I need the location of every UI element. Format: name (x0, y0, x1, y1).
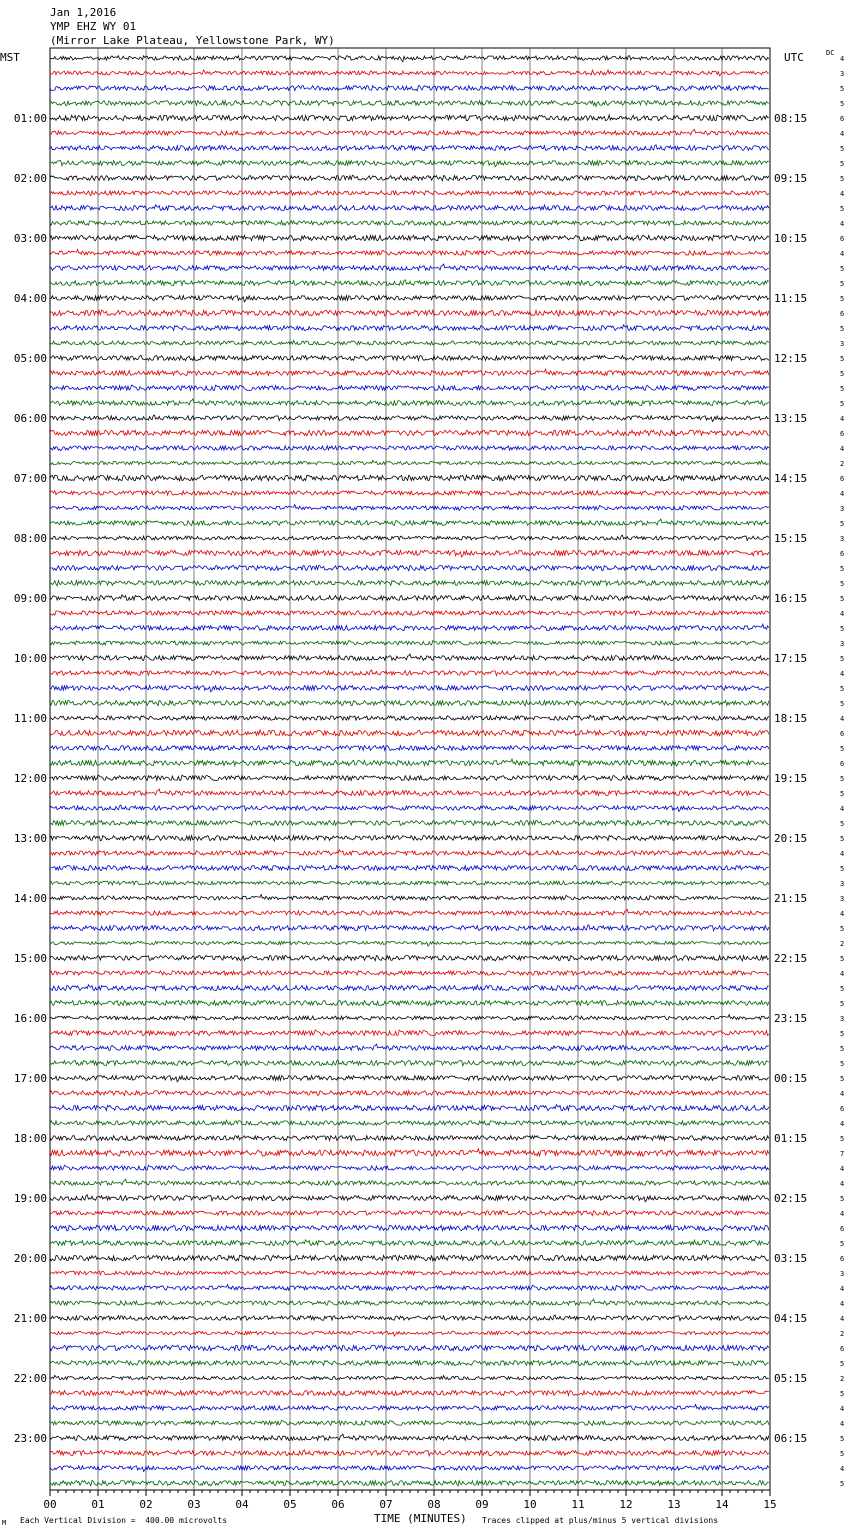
seismic-trace (50, 1240, 769, 1246)
dc-offset-label: 3 (840, 70, 845, 78)
utc-hour-label: 08:15 (774, 112, 808, 125)
utc-hour-label: 21:15 (774, 892, 808, 905)
dc-offset-label: 3 (840, 1270, 845, 1278)
dc-offset-label: 6 (840, 550, 845, 558)
dc-offset-label: 5 (840, 580, 845, 588)
mst-hour-label: 02:00 (13, 172, 47, 185)
dc-offset-label: 5 (840, 145, 845, 153)
seismic-trace (50, 550, 769, 557)
dc-offset-label: 4 (840, 1315, 845, 1323)
dc-offset-label: 5 (840, 955, 845, 963)
seismic-trace (50, 1481, 769, 1486)
dc-offset-label: 5 (840, 1000, 845, 1008)
utc-hour-label: 16:15 (774, 592, 808, 605)
x-tick-label: 01 (91, 1498, 105, 1511)
seismic-trace (50, 1120, 769, 1125)
dc-offset-label: 5 (840, 565, 845, 573)
utc-hour-label: 00:15 (774, 1072, 808, 1085)
seismic-trace (50, 730, 769, 736)
dc-offset-label: 4 (840, 805, 845, 813)
dc-offset-label: 5 (840, 865, 845, 873)
dc-offset-label: 5 (840, 160, 845, 168)
dc-offset-label: 5 (840, 400, 845, 408)
seismic-trace (50, 1331, 769, 1336)
dc-offset-label: 3 (840, 640, 845, 648)
dc-offset-label: 6 (840, 235, 845, 243)
utc-hour-labels (774, 112, 807, 1445)
seismic-trace (50, 1404, 769, 1410)
dc-offset-header: DC (826, 49, 835, 57)
seismic-trace (50, 1271, 769, 1275)
dc-offset-label: 6 (840, 475, 845, 483)
seismic-trace (50, 385, 769, 391)
x-tick-label: 11 (571, 1498, 585, 1511)
dc-offset-label: 5 (840, 100, 845, 108)
utc-hour-label: 04:15 (774, 1312, 808, 1325)
seismic-trace (50, 1361, 769, 1366)
corner-mark: M (2, 1519, 7, 1527)
dc-offset-label: 5 (840, 1435, 845, 1443)
dc-offset-label: 4 (840, 970, 845, 978)
dc-offset-label: 4 (840, 490, 845, 498)
seismic-trace (50, 1105, 769, 1111)
dc-offset-label: 4 (840, 1090, 845, 1098)
x-tick-label: 00 (43, 1498, 57, 1511)
dc-offset-label: 3 (840, 535, 845, 543)
dc-offset-label: 5 (840, 295, 845, 303)
x-tick-label: 07 (379, 1498, 393, 1511)
dc-offset-label: 5 (840, 820, 845, 828)
station-location: (Mirror Lake Plateau, Yellowstone Park, WY) (50, 34, 335, 47)
seismic-trace (50, 985, 769, 991)
dc-offset-label: 5 (840, 685, 845, 693)
x-axis-title: TIME (MINUTES) (374, 1512, 467, 1525)
x-tick-label: 12 (619, 1498, 633, 1511)
seismic-trace (50, 1060, 769, 1066)
dc-offset-label: 4 (840, 1120, 845, 1128)
dc-offset-label: 5 (840, 625, 845, 633)
mst-hour-label: 13:00 (13, 832, 47, 845)
seismic-trace (50, 475, 769, 481)
seismic-trace (50, 161, 769, 167)
seismic-trace (50, 101, 769, 107)
dc-offset-label: 4 (840, 610, 845, 618)
seismic-trace (50, 715, 769, 720)
x-tick-label: 09 (475, 1498, 489, 1511)
dc-offset-label: 5 (840, 925, 845, 933)
seismic-trace (50, 296, 769, 302)
dc-offset-label: 5 (840, 1450, 845, 1458)
dc-offset-label: 5 (840, 520, 845, 528)
utc-hour-label: 15:15 (774, 532, 808, 545)
dc-offset-label: 4 (840, 670, 845, 678)
dc-offset-label: 5 (840, 85, 845, 93)
seismic-trace (50, 866, 769, 871)
dc-offset-label: 3 (840, 340, 845, 348)
seismic-trace (50, 1345, 769, 1351)
dc-offset-label: 4 (840, 910, 845, 918)
seismic-trace (50, 221, 769, 226)
seismic-trace (50, 1420, 769, 1425)
utc-hour-label: 23:15 (774, 1012, 808, 1025)
utc-hour-label: 09:15 (774, 172, 808, 185)
seismic-trace (50, 654, 769, 660)
utc-hour-label: 18:15 (774, 712, 808, 725)
dc-offset-label: 5 (840, 595, 845, 603)
seismic-trace (50, 895, 769, 901)
seismic-trace (50, 1015, 769, 1020)
seismic-trace (50, 535, 769, 540)
x-tick-label: 15 (763, 1498, 777, 1511)
seismic-trace (50, 565, 769, 571)
seismic-traces (50, 56, 769, 1486)
dc-offset-label: 4 (840, 1465, 845, 1473)
station-id: YMP EHZ WY 01 (50, 20, 137, 33)
utc-hour-label: 17:15 (774, 652, 808, 665)
seismic-trace (50, 1434, 769, 1440)
seismic-trace (50, 955, 769, 961)
seismic-trace (50, 446, 769, 451)
dc-offset-label: 5 (840, 265, 845, 273)
seismic-trace (50, 264, 769, 270)
x-tick-label: 10 (523, 1498, 537, 1511)
x-tick-label: 03 (187, 1498, 201, 1511)
dc-offset-label: 5 (840, 1360, 845, 1368)
seismic-trace (50, 789, 769, 795)
dc-offset-label: 5 (840, 1030, 845, 1038)
dc-offset-label: 4 (840, 1405, 845, 1413)
seismic-trace (50, 686, 769, 692)
mst-hour-label: 19:00 (13, 1192, 47, 1205)
seismic-trace (50, 1315, 769, 1321)
seismic-trace (50, 369, 769, 376)
utc-hour-label: 12:15 (774, 352, 808, 365)
seismic-trace (50, 175, 769, 181)
seismic-trace (50, 1001, 769, 1006)
dc-offset-label: 4 (840, 715, 845, 723)
seismic-trace (50, 624, 769, 630)
seismic-trace (50, 70, 769, 76)
utc-hour-label: 11:15 (774, 292, 808, 305)
seismic-trace (50, 700, 769, 706)
dc-offset-label: 4 (840, 190, 845, 198)
x-tick-label: 08 (427, 1498, 441, 1511)
utc-hour-label: 22:15 (774, 952, 808, 965)
seismic-trace (50, 641, 769, 646)
dc-offset-label: 6 (840, 1105, 845, 1113)
seismic-trace (50, 145, 769, 151)
seismic-trace (50, 415, 769, 422)
dc-offset-label: 6 (840, 1255, 845, 1263)
dc-offset-label: 4 (840, 250, 845, 258)
x-tick-label: 13 (667, 1498, 681, 1511)
mst-hour-label: 10:00 (13, 652, 47, 665)
seismic-trace (50, 925, 769, 931)
dc-offset-label: 5 (840, 1390, 845, 1398)
mst-hour-label: 22:00 (13, 1372, 47, 1385)
dc-offset-label: 5 (840, 370, 845, 378)
dc-offset-label: 4 (840, 130, 845, 138)
seismic-trace (50, 399, 769, 405)
dc-offset-label: 5 (840, 1045, 845, 1053)
seismic-trace (50, 519, 769, 526)
dc-offset-label: 6 (840, 730, 845, 738)
utc-hour-label: 20:15 (774, 832, 808, 845)
mst-hour-label: 11:00 (13, 712, 47, 725)
seismic-trace (50, 115, 769, 121)
mst-hour-label: 17:00 (13, 1072, 47, 1085)
dc-offset-label: 6 (840, 1345, 845, 1353)
x-tick-label: 05 (283, 1498, 297, 1511)
dc-offset-label: 5 (840, 325, 845, 333)
dc-offset-label: 4 (840, 1210, 845, 1218)
dc-offset-label: 3 (840, 1015, 845, 1023)
seismic-trace (50, 1391, 769, 1396)
seismic-trace (50, 491, 769, 495)
mst-hour-label: 15:00 (13, 952, 47, 965)
mst-hour-label: 16:00 (13, 1012, 47, 1025)
dc-offset-label: 4 (840, 1285, 845, 1293)
seismic-trace (50, 971, 769, 975)
seismic-trace (50, 1375, 769, 1380)
mst-hour-label: 07:00 (13, 472, 47, 485)
dc-offset-label: 5 (840, 280, 845, 288)
dc-offset-label: 5 (840, 1195, 845, 1203)
seismic-trace (50, 325, 769, 331)
seismic-trace (50, 1075, 769, 1082)
seismic-trace (50, 805, 769, 812)
dc-offset-label: 3 (840, 895, 845, 903)
dc-offset-label: 2 (840, 460, 845, 468)
dc-offset-label: 4 (840, 220, 845, 228)
dc-offset-label: 5 (840, 1135, 845, 1143)
seismic-trace (50, 881, 769, 885)
seismic-trace (50, 356, 769, 361)
right-timezone-label: UTC (784, 51, 804, 64)
seismic-trace (50, 460, 769, 465)
vertical-division-note: Each Vertical Division = 400.00 microvolts (20, 1516, 228, 1525)
seismic-trace (50, 941, 769, 946)
dc-offset-label: 5 (840, 985, 845, 993)
dc-offset-label: 2 (840, 940, 845, 948)
mst-hour-label: 01:00 (13, 112, 47, 125)
dc-offset-label: 7 (840, 1150, 845, 1158)
seismic-trace (50, 235, 769, 240)
dc-offset-label: 2 (840, 1375, 845, 1383)
dc-offset-label: 4 (840, 445, 845, 453)
seismic-trace (50, 340, 769, 345)
seismic-trace (50, 505, 769, 511)
dc-offset-label: 4 (840, 1180, 845, 1188)
utc-hour-label: 05:15 (774, 1372, 808, 1385)
seismic-trace (50, 430, 769, 435)
dc-offset-label: 4 (840, 415, 845, 423)
seismic-trace (50, 1210, 769, 1215)
dc-offset-label: 6 (840, 1225, 845, 1233)
mst-hour-label: 06:00 (13, 412, 47, 425)
dc-offset-label: 5 (840, 175, 845, 183)
mst-hour-label: 14:00 (13, 892, 47, 905)
dc-offset-label: 5 (840, 835, 845, 843)
mst-hour-label: 04:00 (13, 292, 47, 305)
x-axis (43, 1490, 776, 1511)
utc-hour-label: 14:15 (774, 472, 808, 485)
seismic-trace (50, 1450, 769, 1456)
dc-offset-label: 2 (840, 1330, 845, 1338)
dc-offset-label: 5 (840, 1075, 845, 1083)
mst-hour-label: 23:00 (13, 1432, 47, 1445)
seismic-trace (50, 670, 769, 676)
seismic-trace (50, 1299, 769, 1305)
mst-hour-label: 12:00 (13, 772, 47, 785)
seismic-trace (50, 746, 769, 751)
mst-hour-label: 09:00 (13, 592, 47, 605)
seismic-trace (50, 1044, 769, 1050)
seismic-trace (50, 56, 769, 62)
seismic-trace (50, 595, 769, 601)
seismic-trace (50, 1195, 769, 1202)
dc-offset-label: 4 (840, 850, 845, 858)
utc-hour-label: 13:15 (774, 412, 808, 425)
seismic-trace (50, 249, 769, 255)
seismic-trace (50, 310, 769, 316)
seismic-trace (50, 1465, 769, 1471)
dc-offset-labels (840, 55, 844, 1488)
utc-hour-label: 10:15 (774, 232, 808, 245)
seismic-trace (50, 191, 769, 196)
seismic-trace (50, 1091, 769, 1096)
seismic-trace (50, 611, 769, 616)
seismic-trace (50, 1284, 769, 1290)
dc-offset-label: 5 (840, 1480, 845, 1488)
mst-hour-label: 21:00 (13, 1312, 47, 1325)
seismic-trace (50, 759, 769, 766)
dc-offset-label: 6 (840, 430, 845, 438)
dc-offset-label: 3 (840, 880, 845, 888)
mst-hour-label: 18:00 (13, 1132, 47, 1145)
seismic-trace (50, 1165, 769, 1170)
utc-hour-label: 19:15 (774, 772, 808, 785)
dc-offset-label: 6 (840, 310, 845, 318)
left-timezone-label: MST (0, 51, 20, 64)
seismic-trace (50, 850, 769, 855)
mst-hour-label: 05:00 (13, 352, 47, 365)
x-tick-label: 02 (139, 1498, 153, 1511)
dc-offset-label: 4 (840, 1420, 845, 1428)
mst-hour-labels (14, 112, 47, 1445)
x-tick-label: 14 (715, 1498, 729, 1511)
dc-offset-label: 4 (840, 1165, 845, 1173)
seismic-trace (50, 1030, 769, 1036)
seismic-trace (50, 581, 769, 586)
mst-hour-label: 20:00 (13, 1252, 47, 1265)
seismic-trace (50, 820, 769, 826)
seismic-trace (50, 909, 769, 915)
seismic-trace (50, 836, 769, 841)
seismic-trace (50, 1136, 769, 1141)
dc-offset-label: 5 (840, 1240, 845, 1248)
seismic-trace (50, 129, 769, 135)
mst-hour-label: 03:00 (13, 232, 47, 245)
dc-offset-label: 5 (840, 205, 845, 213)
x-tick-label: 04 (235, 1498, 249, 1511)
seismic-trace (50, 86, 769, 91)
dc-offset-label: 5 (840, 775, 845, 783)
dc-offset-label: 4 (840, 55, 845, 63)
x-tick-label: 06 (331, 1498, 345, 1511)
dc-offset-label: 3 (840, 505, 845, 513)
clip-note: Traces clipped at plus/minus 5 vertical divisions (482, 1516, 719, 1525)
utc-hour-label: 01:15 (774, 1132, 808, 1145)
seismic-trace (50, 280, 769, 286)
dc-offset-label: 5 (840, 700, 845, 708)
utc-hour-label: 03:15 (774, 1252, 808, 1265)
dc-offset-label: 5 (840, 385, 845, 393)
dc-offset-label: 6 (840, 760, 845, 768)
dc-offset-label: 5 (840, 355, 845, 363)
utc-hour-label: 02:15 (774, 1192, 808, 1205)
dc-offset-label: 5 (840, 790, 845, 798)
seismic-trace (50, 205, 769, 211)
seismic-trace (50, 775, 769, 781)
dc-offset-label: 5 (840, 655, 845, 663)
seismic-trace (50, 1149, 769, 1156)
dc-offset-label: 6 (840, 115, 845, 123)
dc-offset-label: 5 (840, 745, 845, 753)
dc-offset-label: 4 (840, 1300, 845, 1308)
mst-hour-label: 08:00 (13, 532, 47, 545)
utc-hour-label: 06:15 (774, 1432, 808, 1445)
seismic-trace (50, 1255, 769, 1261)
dc-offset-label: 5 (840, 1060, 845, 1068)
seismic-trace (50, 1225, 769, 1231)
plot-date: Jan 1,2016 (50, 6, 117, 19)
seismic-trace (50, 1179, 769, 1185)
